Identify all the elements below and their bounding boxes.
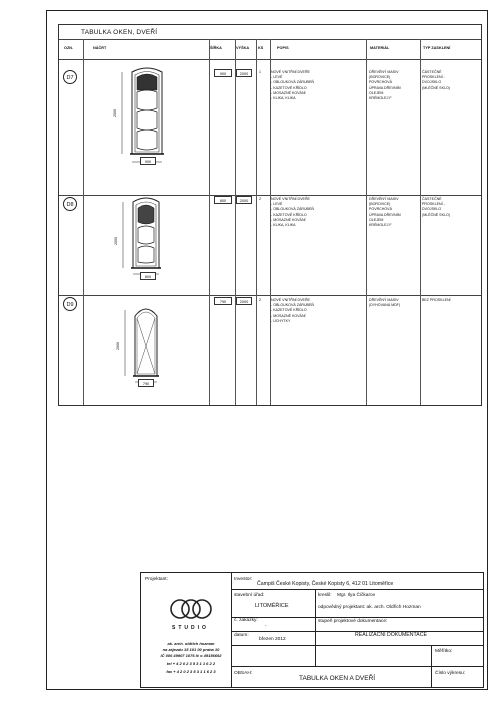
arc-logo xyxy=(169,598,213,620)
material-list xyxy=(369,298,400,308)
stupen-value: REALIZAČNÍ DOKUMENTACE xyxy=(355,632,427,638)
dim-height: 2000 xyxy=(116,342,120,350)
material-line: (BOROVICE) xyxy=(369,75,391,80)
ks-value: 2 xyxy=(259,197,261,201)
address-line: na zájezdu 15 101 00 praha 10 xyxy=(162,647,220,652)
popis-line: NOVÉ VNITŘNÍ DVEŘE xyxy=(271,298,310,302)
stavebni-urad-value: LITOMĚŘICE xyxy=(255,603,289,609)
tb-divider xyxy=(231,645,483,646)
odpovedny-projektant: odpovědný projektant: ak. arch. Oldřich Hozman xyxy=(318,605,421,610)
projektant-label: Projektant: xyxy=(145,577,168,582)
column-divider xyxy=(366,39,367,405)
material-line: OLEJEM xyxy=(369,217,384,222)
meritko-label: Měřítko: xyxy=(435,649,453,654)
typ-list xyxy=(422,197,450,218)
investor-label: Investor: xyxy=(234,577,253,582)
address-line: IČ 006 49907 1076 Ič o 49156692 xyxy=(160,653,222,658)
typ-line: (MLÉČNÉ SKLO) xyxy=(422,212,450,217)
typ-line: ČÁSTEČNÉ xyxy=(422,197,442,201)
header-material: MATERIÁL xyxy=(370,46,390,50)
dim-width: 800 xyxy=(140,272,156,280)
popis-line: NOVÉ VNITŘNÍ DVEŘE xyxy=(271,197,310,201)
header-ozn: OZN. xyxy=(64,46,74,50)
popis-line: - KAZETOVÉ KŘÍDLO xyxy=(271,85,307,90)
tb-divider xyxy=(315,589,316,666)
popis-list xyxy=(271,298,314,324)
popis-line: - OBLOUKOVÁ ZÁRUBEŇ xyxy=(271,303,314,308)
material-line: KRÉMOLEJ F xyxy=(369,96,392,101)
popis-line: - KAZETOVÉ KŘÍDLO xyxy=(271,212,307,217)
popis-line: - KLIKA, KLIKA xyxy=(271,223,296,228)
dim-width: 790 xyxy=(138,379,154,387)
typ-line: BEZ PROSKLENÍ xyxy=(422,298,451,302)
header-sirka: ŠÍŘKA xyxy=(210,46,222,50)
address-line: ak. arch. oldřich hozman xyxy=(167,641,215,646)
ks-value: 2 xyxy=(259,298,261,302)
typ-line: PROSKLENÍ - xyxy=(422,202,445,207)
material-line: ÚPRAVA DŘEVNÍM xyxy=(369,85,401,90)
sirka-value: 800 xyxy=(214,196,232,204)
row-id: D7 xyxy=(63,70,77,84)
header-typ: TYP ZASKLENÍ xyxy=(423,46,451,50)
table-title: TABULKA OKEN, DVEŘÍ xyxy=(81,29,158,36)
kreslil-value: Mgr. Ilya Čičkarov xyxy=(337,593,376,598)
dim-width: 900 xyxy=(140,157,156,165)
vyska-value: 2000 xyxy=(236,297,252,305)
material-line: DŘEVĚNÝ MASIV xyxy=(369,70,399,74)
tb-divider xyxy=(231,589,483,590)
door-sketch-d7 xyxy=(110,68,170,168)
popis-line: - LEVÉ xyxy=(271,75,283,80)
address-line: tel + 4 2 0 2 3 5 3 1 1 6 2 2 xyxy=(166,661,216,666)
tb-divider xyxy=(231,666,483,667)
cislo-vykresu-label: Číslo výkresu: xyxy=(435,671,466,676)
header-nakres: NÁČRT xyxy=(93,46,107,50)
tb-divider xyxy=(431,645,432,687)
header-popis: POPIS xyxy=(277,46,289,50)
tb-divider xyxy=(231,617,483,618)
material-line: POVRCHOVÁ xyxy=(369,80,392,85)
material-line: ÚPRAVA DŘEVNÍM xyxy=(369,212,401,217)
sirka-value: 900 xyxy=(214,69,232,77)
zakazka-label: č. zakázky: xyxy=(234,618,258,623)
popis-line: - LEVÉ xyxy=(271,202,283,207)
title-block xyxy=(140,572,484,688)
row-id: D9 xyxy=(63,297,77,311)
material-line: KRÉMOLEJ F xyxy=(369,223,392,228)
stavebni-urad-label: stavební úřad: xyxy=(234,593,265,598)
datum-value: březen 2012 xyxy=(259,637,286,642)
vyska-value: 2000 xyxy=(236,69,252,77)
material-line: DŘEVĚNÝ MASIV xyxy=(369,298,399,302)
material-line: OLEJEM xyxy=(369,90,384,95)
popis-line: NOVÉ VNITŘNÍ DVEŘE xyxy=(271,70,310,74)
material-line: (DYHOVANÁ MDF) xyxy=(369,303,401,308)
ks-value: 1 xyxy=(259,70,261,74)
zakazka-value: - xyxy=(265,624,267,629)
studio-label: STUDIO xyxy=(172,625,209,631)
sirka-value: 790 xyxy=(214,297,232,305)
column-divider xyxy=(209,39,210,405)
column-divider xyxy=(256,39,257,405)
typ-line: DVOJSKLO xyxy=(422,207,442,212)
typ-line: ČÁSTEČNÉ xyxy=(422,70,442,74)
material-list xyxy=(369,197,401,228)
stupen-label: stupeň projektové dokumentace: xyxy=(318,619,388,624)
material-line: DŘEVĚNÝ MASIV xyxy=(369,197,399,201)
dim-height: 2000 xyxy=(113,109,117,117)
popis-line: - MOSAZNÉ KOVÁNÍ xyxy=(271,90,306,95)
datum-label: datum: xyxy=(234,633,249,638)
popis-line: - OBLOUKOVÁ ZÁRUBEŇ xyxy=(271,80,314,85)
material-line: (BOROVICE) xyxy=(369,202,391,207)
popis-line: - KAZETOVÉ KŘÍDLO xyxy=(271,308,307,313)
row-id: D8 xyxy=(63,197,77,211)
typ-line: PROSKLENÍ - xyxy=(422,75,445,80)
typ-list xyxy=(422,70,450,91)
popis-line: - OBLOUKOVÁ ZÁRUBEŇ xyxy=(271,207,314,212)
vyska-value: 2000 xyxy=(236,196,252,204)
typ-line: (MLÉČNÉ SKLO) xyxy=(422,85,450,90)
column-divider xyxy=(235,39,236,405)
material-line: POVRCHOVÁ xyxy=(369,207,392,212)
obsah-value: TABULKA OKEN A DVEŘÍ xyxy=(299,675,376,682)
investor-value: Čampiš České Kopisty, České Kopisty 6, 412 01 Litoměřice xyxy=(257,581,394,587)
typ-list xyxy=(422,298,451,303)
popis-line: - UCHYTKY xyxy=(271,318,291,323)
popis-line: - MOSAZNÉ KOVÁNÍ xyxy=(271,217,306,222)
kreslil-label: kreslil: xyxy=(318,593,332,598)
material-list xyxy=(369,70,401,101)
popis-list xyxy=(271,70,314,101)
popis-list xyxy=(271,197,314,228)
header-ks: KS xyxy=(258,46,264,50)
dim-height: 2000 xyxy=(114,237,118,245)
header-vyska: VÝŠKA xyxy=(236,46,250,50)
typ-line: DVOJSKLO xyxy=(422,80,442,85)
obsah-label: OBSAH: xyxy=(234,671,253,676)
popis-line: - MOSAZNÉ KOVÁNÍ xyxy=(271,313,306,318)
address-line: fax + 4 2 0 2 3 5 3 1 1 6 2 3 xyxy=(166,669,216,674)
popis-line: - KLIKA, KLIKA xyxy=(271,96,296,101)
column-divider xyxy=(83,39,84,405)
column-divider xyxy=(420,39,421,405)
